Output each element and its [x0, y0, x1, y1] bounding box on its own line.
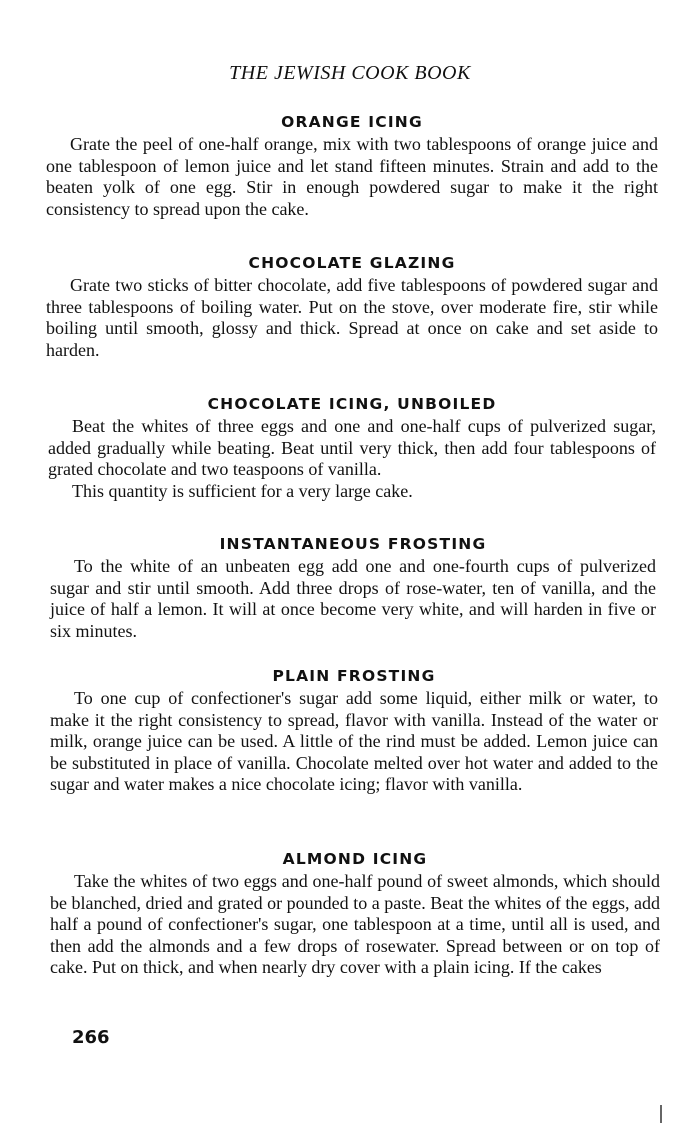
- recipe-chocolate-glazing: [46, 251, 658, 361]
- recipe-paragraph: To one cup of confectioner's sugar add some liquid, either milk or water, to make it the right consistency to spread, flavor with vanilla. Instead of the water or milk, orange juice can be used. A little of the rind must be added. Lemon juice can be substituted in place of vanilla. Chocolate melted over hot water and added to the sugar and water makes a nice chocolate icing; flavor with vanilla.: [50, 688, 658, 794]
- recipe-title: CHOCOLATE ICING, UNBOILED: [207, 395, 497, 413]
- scan-speck: [660, 1105, 662, 1123]
- recipe-title: ORANGE ICING: [281, 113, 423, 131]
- recipe-paragraph: Grate two sticks of bitter chocolate, add five tablespoons of powdered sugar and three tablespoons of boiling water. Put on the stove, over moderate fire, stir while boiling until smooth, glossy and thick. Spread at once on cake and set aside to harden.: [46, 275, 658, 360]
- recipe-title: CHOCOLATE GLAZING: [248, 254, 456, 272]
- recipe-paragraph: Grate the peel of one-half orange, mix with two tablespoons of orange juice and one tablespoon of lemon juice and let stand fifteen minutes. Strain and add to the beaten yolk of one egg. Stir in enough powdered sugar to make it the right consistency to spread upon the cake.: [46, 134, 658, 219]
- recipe-title: INSTANTANEOUS FROSTING: [219, 535, 487, 553]
- recipe-almond-icing: [50, 847, 660, 979]
- recipe-paragraph: Beat the whites of three eggs and one and one-half cups of pulverized sugar, added gradually while beating. Beat until very thick, then add four tablespoons of grated chocolate and two teaspoons of vanilla.: [48, 416, 656, 479]
- recipe-orange-icing: [46, 110, 658, 220]
- recipe-title: ALMOND ICING: [282, 850, 428, 868]
- recipe-paragraph: To the white of an unbeaten egg add one and one-fourth cups of pulverized sugar and stir until smooth. Add three drops of rose-water, ten of vanilla, and the juice of half a lemon. It will at once become very white, and will harden in five or six minutes.: [50, 556, 656, 641]
- running-head: THE JEWISH COOK BOOK: [229, 62, 471, 84]
- page-number: 266: [72, 1027, 110, 1048]
- recipe-instantaneous-frosting: [50, 532, 656, 642]
- recipe-paragraph: Take the whites of two eggs and one-half pound of sweet almonds, which should be blanched, dried and grated or pounded to a paste. Beat the whites of the eggs, add half a pound of confectioner's sugar, one tablespoon at a time, until all is used, and then add the almonds and a few drops of rosewater. Spread between or on top of cake. Put on thick, and when nearly dry cover with a plain icing. If the cakes: [50, 871, 660, 977]
- recipe-plain-frosting: [50, 664, 658, 796]
- recipe-paragraph: This quantity is sufficient for a very large cake.: [72, 480, 413, 501]
- recipe-title: PLAIN FROSTING: [272, 667, 436, 685]
- recipe-chocolate-icing-unboiled: [48, 392, 656, 502]
